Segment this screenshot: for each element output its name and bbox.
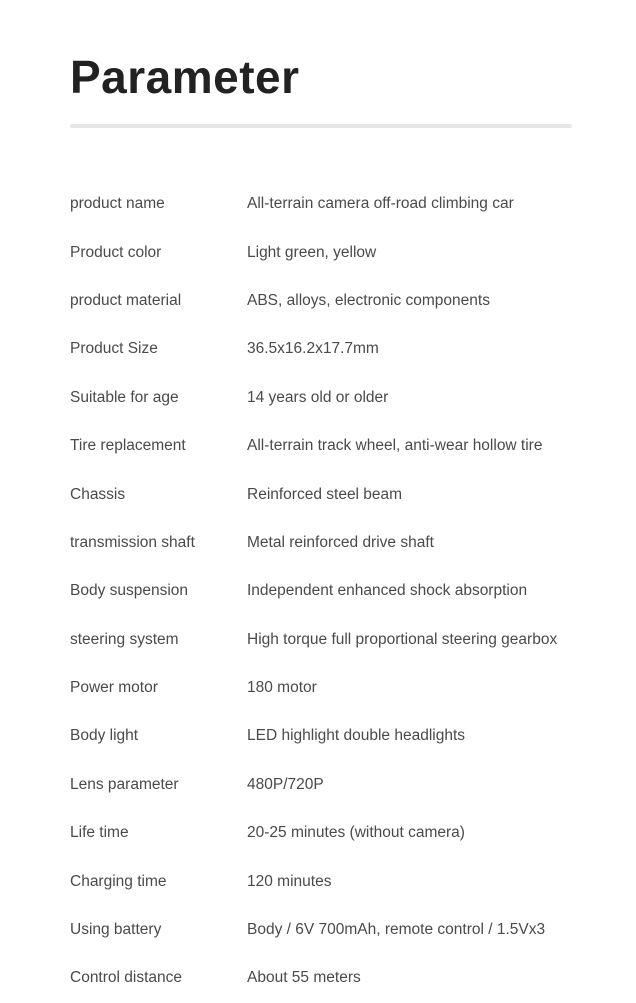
spec-row-tire-replacement bbox=[70, 422, 590, 470]
spec-row-chassis bbox=[70, 470, 590, 518]
spec-table bbox=[70, 180, 590, 1003]
spec-value: About 55 meters bbox=[247, 969, 361, 987]
spec-value: Independent enhanced shock absorption bbox=[247, 582, 528, 600]
spec-label: Charging time bbox=[70, 872, 167, 890]
spec-label: Body suspension bbox=[70, 582, 189, 600]
spec-label: Product color bbox=[70, 243, 162, 261]
spec-value: Reinforced steel beam bbox=[247, 485, 403, 503]
spec-row-product-size bbox=[70, 325, 590, 373]
spec-label: Chassis bbox=[70, 485, 126, 503]
spec-label: transmission shaft bbox=[70, 533, 195, 551]
spec-row-product-color bbox=[70, 228, 590, 276]
spec-value: All-terrain track wheel, anti-wear hollow tire bbox=[247, 437, 543, 455]
spec-value: Metal reinforced drive shaft bbox=[247, 533, 434, 551]
spec-row-life-time bbox=[70, 809, 590, 857]
spec-row-transmission-shaft bbox=[70, 519, 590, 567]
spec-label: Tire replacement bbox=[70, 437, 186, 455]
spec-value: 14 years old or older bbox=[247, 388, 389, 406]
spec-row-using-battery bbox=[70, 906, 590, 954]
page-title: Parameter bbox=[70, 51, 300, 103]
spec-label: Using battery bbox=[70, 921, 162, 939]
spec-row-body-light bbox=[70, 712, 590, 760]
spec-label: Suitable for age bbox=[70, 388, 179, 406]
spec-value: Body / 6V 700mAh, remote control / 1.5Vx3 bbox=[247, 921, 546, 939]
spec-row-body-suspension bbox=[70, 567, 590, 615]
spec-label: steering system bbox=[70, 630, 179, 648]
spec-value: 120 minutes bbox=[247, 872, 332, 890]
spec-value: LED highlight double headlights bbox=[247, 727, 466, 745]
spec-value: 480P/720P bbox=[247, 775, 324, 793]
spec-row-lens-parameter bbox=[70, 761, 590, 809]
spec-value: 36.5x16.2x17.7mm bbox=[247, 340, 379, 358]
spec-label: Body light bbox=[70, 727, 139, 745]
spec-value: 180 motor bbox=[247, 679, 317, 697]
spec-label: Life time bbox=[70, 824, 129, 842]
spec-label: product name bbox=[70, 195, 165, 213]
spec-label: product material bbox=[70, 291, 182, 309]
spec-value: 20-25 minutes (without camera) bbox=[247, 824, 465, 842]
spec-value: Light green, yellow bbox=[247, 243, 377, 261]
spec-label: Product Size bbox=[70, 340, 158, 358]
spec-value: High torque full proportional steering gearbox bbox=[247, 630, 558, 648]
spec-row-suitable-age bbox=[70, 374, 590, 422]
spec-value: ABS, alloys, electronic components bbox=[247, 291, 490, 309]
spec-row-product-name bbox=[70, 180, 590, 228]
spec-row-charging-time bbox=[70, 857, 590, 905]
spec-value: All-terrain camera off-road climbing car bbox=[247, 195, 514, 213]
spec-label: Control distance bbox=[70, 969, 183, 987]
title-divider bbox=[70, 124, 572, 128]
spec-label: Lens parameter bbox=[70, 775, 179, 793]
spec-row-steering-system bbox=[70, 616, 590, 664]
spec-row-power-motor bbox=[70, 664, 590, 712]
spec-label: Power motor bbox=[70, 679, 158, 697]
spec-row-control-distance bbox=[70, 954, 590, 1002]
spec-row-product-material bbox=[70, 277, 590, 325]
